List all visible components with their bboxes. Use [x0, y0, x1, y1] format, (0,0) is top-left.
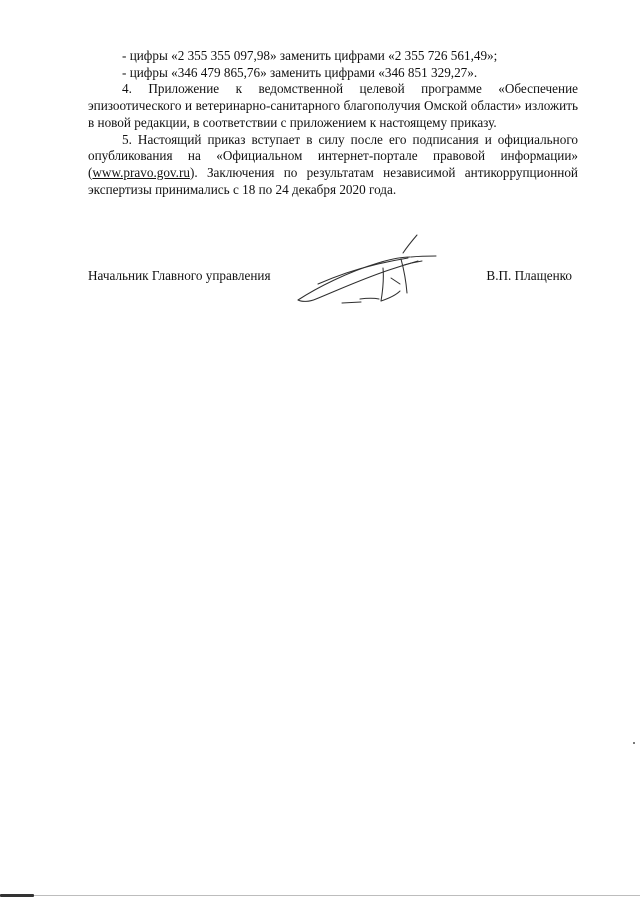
list-item: - цифры «346 479 865,76» заменить цифрами «346 851 329,27». [122, 64, 478, 80]
paragraph-4: 4. Приложение к ведомственной целевой программе «Обеспечение эпизоотического и ветеринарно-санитарного благополучия Омской области» изложить в новой редакции, в соответствии с приложением к настоящему приказу. [88, 81, 578, 130]
handwritten-signature [290, 232, 440, 314]
paragraph-5 [88, 132, 578, 199]
signer-name: В.П. Плащенко [486, 268, 572, 283]
scan-dot-right [633, 742, 635, 744]
list-item: - цифры «2 355 355 097,98» заменить цифрами «2 355 726 561,49»; [122, 48, 498, 63]
scan-mark-left [0, 894, 34, 897]
document-body [88, 48, 578, 198]
scan-line-bottom [34, 895, 640, 896]
signer-position: Начальник Главного управления [88, 268, 271, 283]
paragraph-5-text-end: ). Заключения по результатам независимой антикоррупционной экспертизы принимались с 18 по 24 декабря 2020 года. [88, 164, 578, 197]
paragraph-5-text-start: 5. Настоящий приказ вступает в силу после его подписания и официального опубликования на «Официальном интернет-портале правовой информации» ( [88, 131, 578, 180]
pravo-gov-link[interactable]: www.pravo.gov.ru [92, 164, 190, 180]
